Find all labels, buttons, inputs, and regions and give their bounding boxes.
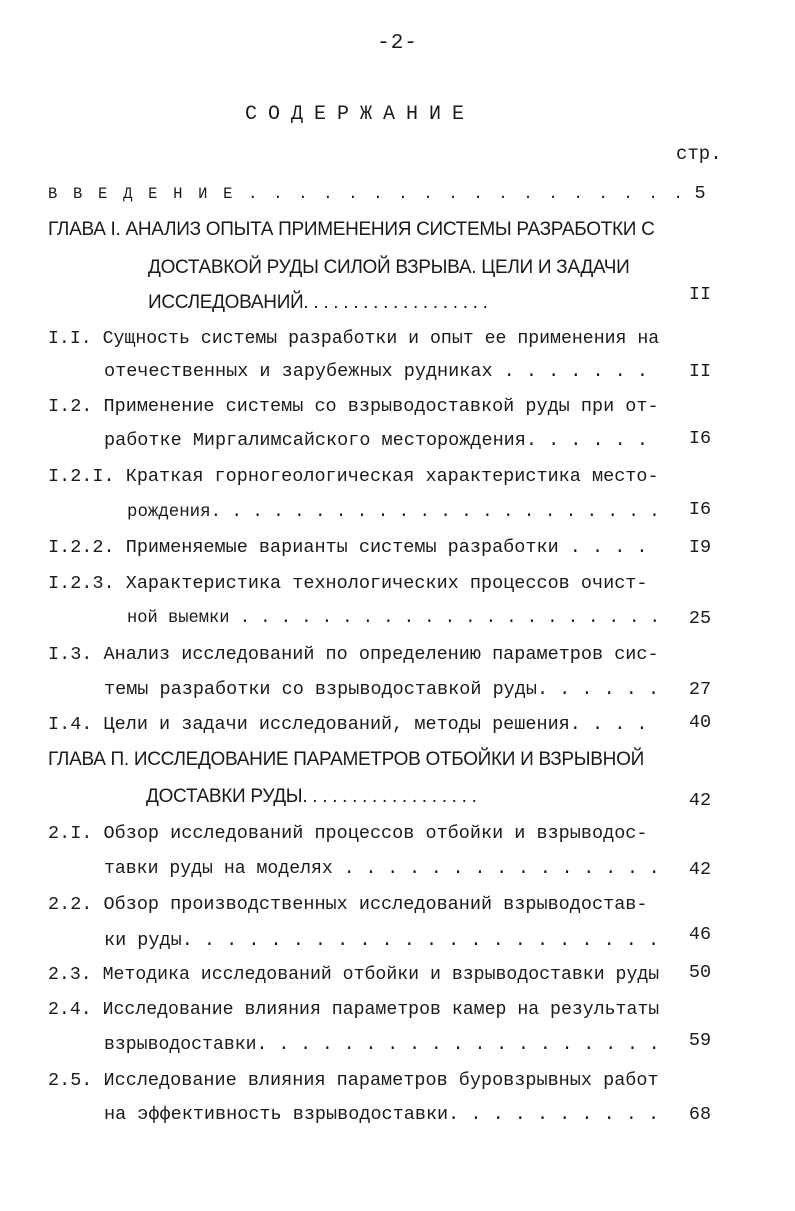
- toc-page-number: 40: [688, 712, 712, 733]
- toc-line: на эффективность взрыводоставки. . . . . . . . . .: [104, 1104, 660, 1125]
- page-column-label: стр.: [676, 143, 722, 165]
- toc-line: ГЛАВА I. АНАЛИЗ ОПЫТА ПРИМЕНЕНИЯ СИСТЕМЫ РАЗРАБОТКИ С: [48, 219, 655, 240]
- toc-line: тавки руды на моделях . . . . . . . . . . . . . . .: [104, 859, 660, 879]
- toc-line: взрыводоставки. . . . . . . . . . . . . . . . . . .: [104, 1035, 660, 1055]
- toc-page-number: 68: [688, 1104, 712, 1125]
- toc-page-number: 42: [688, 790, 712, 811]
- toc-line: I.4. Цели и задачи исследований, методы решения. . . .: [48, 714, 648, 735]
- toc-line: I.2.I. Краткая горногеологическая характеристика место-: [48, 466, 659, 487]
- toc-page-number: 5: [694, 183, 706, 204]
- toc-page-number: 59: [688, 1030, 712, 1051]
- toc-page-number: 42: [688, 859, 712, 880]
- toc-line: I.2.3. Характеристика технологических процессов очист-: [48, 573, 648, 594]
- toc-line: темы разработки со взрыводоставкой руды. . . . . .: [104, 679, 660, 700]
- page-number: -2-: [377, 32, 418, 55]
- toc-line: рождения. . . . . . . . . . . . . . . . . . . . . .: [127, 502, 660, 522]
- toc-line: 2.4. Исследование влияния параметров камер на результаты: [48, 1000, 660, 1020]
- toc-page-number: I6: [688, 428, 712, 449]
- toc-line: 2.2. Обзор производственных исследований взрыводостав-: [48, 894, 648, 915]
- toc-line: ДОСТАВКОЙ РУДЫ СИЛОЙ ВЗРЫВА. ЦЕЛИ И ЗАДАЧИ: [148, 257, 630, 278]
- toc-line: I.2. Применение системы со взрыводоставкой руды при от-: [48, 396, 659, 417]
- toc-page-number: I9: [688, 537, 712, 558]
- toc-line: отечественных и зарубежных рудниках . . . . . . .: [104, 361, 648, 382]
- page-title: СОДЕРЖАНИЕ: [244, 103, 476, 126]
- toc-line: 2.3. Методика исследований отбойки и взрыводоставки руды: [48, 965, 660, 985]
- toc-page-number: 25: [688, 608, 712, 629]
- toc-line: I.I. Сущность системы разработки и опыт ее применения на: [48, 329, 660, 349]
- toc-page-number: II: [688, 284, 712, 305]
- toc-page-number: 46: [688, 924, 712, 945]
- toc-page-number: I6: [688, 499, 712, 520]
- toc-page-number: II: [688, 361, 712, 382]
- toc-page-number: 27: [688, 679, 712, 700]
- toc-line: В В Е Д Е Н И Е . . . . . . . . . . . . . . . . . .: [48, 185, 687, 203]
- toc-line: 2.I. Обзор исследований процессов отбойки и взрыводос-: [48, 823, 648, 844]
- toc-page-number: 50: [688, 962, 712, 983]
- toc-line: работке Миргалимсайского месторождения. . . . . .: [104, 430, 648, 451]
- toc-line: ки руды. . . . . . . . . . . . . . . . . . . . . .: [104, 930, 660, 951]
- toc-line: I.2.2. Применяемые варианты системы разработки . . . .: [48, 537, 648, 558]
- toc-line: I.3. Анализ исследований по определению параметров сис-: [48, 644, 659, 665]
- toc-line: ДОСТАВКИ РУДЫ. . . . . . . . . . . . . . . . . .: [146, 786, 477, 807]
- toc-line: ГЛАВА П. ИССЛЕДОВАНИЕ ПАРАМЕТРОВ ОТБОЙКИ И ВЗРЫВНОЙ: [48, 749, 644, 770]
- toc-line: ной выемки . . . . . . . . . . . . . . . . . . . . .: [127, 609, 660, 628]
- toc-line: 2.5. Исследование влияния параметров буровзрывных работ: [48, 1070, 659, 1091]
- toc-line: ИССЛЕДОВАНИЙ. . . . . . . . . . . . . . . . . . .: [148, 292, 488, 313]
